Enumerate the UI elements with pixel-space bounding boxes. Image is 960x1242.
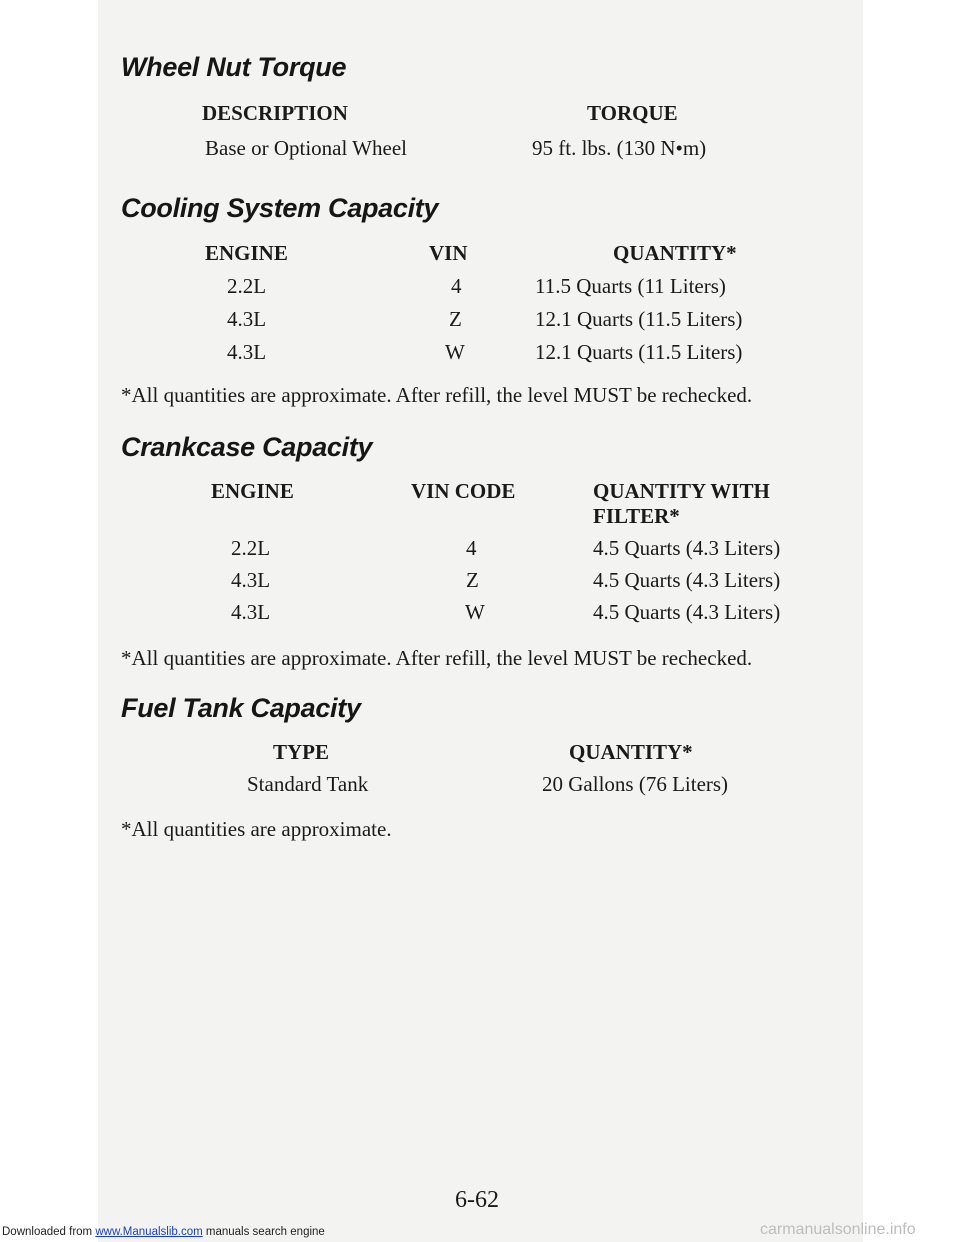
cooling-note: *All quantities are approximate. After refill, the level MUST be rechecked. — [121, 383, 753, 407]
crankcase-cell-vin: W — [465, 600, 485, 624]
crankcase-cell-vin: Z — [466, 568, 479, 592]
cooling-header-vin: VIN — [429, 241, 468, 265]
torque-header-description: DESCRIPTION — [202, 101, 348, 125]
cooling-header-engine: ENGINE — [205, 241, 288, 265]
cooling-cell-vin: W — [445, 340, 465, 364]
cooling-cell-engine: 4.3L — [227, 340, 267, 364]
crankcase-header-vin-code: VIN CODE — [411, 479, 516, 503]
crankcase-note: *All quantities are approximate. After refill, the level MUST be rechecked. — [121, 646, 753, 670]
crankcase-cell-engine: 4.3L — [231, 568, 271, 592]
crankcase-cell-quantity: 4.5 Quarts (4.3 Liters) — [593, 536, 781, 560]
download-footer — [2, 1226, 325, 1238]
fuel-header-quantity: QUANTITY* — [569, 740, 693, 764]
download-footer-prefix: Downloaded from — [2, 1226, 96, 1238]
cooling-cell-engine: 2.2L — [227, 274, 267, 298]
fuel-cell-type: Standard Tank — [247, 772, 369, 796]
cooling-header-quantity: QUANTITY* — [613, 241, 737, 265]
manualslib-link[interactable]: www.Manualslib.com — [95, 1226, 203, 1238]
cooling-cell-vin: Z — [449, 307, 462, 331]
crankcase-cell-engine: 2.2L — [231, 536, 271, 560]
cooling-cell-quantity: 12.1 Quarts (11.5 Liters) — [535, 340, 743, 364]
site-watermark: carmanualsonline.info — [760, 1221, 916, 1238]
cooling-cell-vin: 4 — [451, 274, 462, 298]
cooling-cell-engine: 4.3L — [227, 307, 267, 331]
cooling-cell-quantity: 11.5 Quarts (11 Liters) — [535, 274, 726, 298]
section-title-wheel-nut-torque: Wheel Nut Torque — [121, 52, 347, 82]
torque-cell-value: 95 ft. lbs. (130 N•m) — [532, 136, 707, 160]
fuel-cell-quantity: 20 Gallons (76 Liters) — [542, 772, 729, 796]
crankcase-header-quantity-line2: FILTER* — [593, 504, 680, 528]
section-title-fuel-tank: Fuel Tank Capacity — [121, 693, 361, 723]
fuel-note: *All quantities are approximate. — [121, 817, 392, 841]
crankcase-cell-quantity: 4.5 Quarts (4.3 Liters) — [593, 568, 781, 592]
torque-header-torque: TORQUE — [587, 101, 678, 125]
crankcase-cell-vin: 4 — [466, 536, 477, 560]
download-footer-suffix: manuals search engine — [202, 1226, 325, 1238]
crankcase-cell-quantity: 4.5 Quarts (4.3 Liters) — [593, 600, 781, 624]
page-number: 6-62 — [455, 1187, 499, 1213]
crankcase-header-quantity-line1: QUANTITY WITH — [593, 479, 770, 503]
crankcase-cell-engine: 4.3L — [231, 600, 271, 624]
fuel-header-type: TYPE — [273, 740, 330, 764]
torque-cell-description: Base or Optional Wheel — [205, 136, 407, 160]
cooling-cell-quantity: 12.1 Quarts (11.5 Liters) — [535, 307, 743, 331]
section-title-cooling-system: Cooling System Capacity — [121, 193, 439, 223]
crankcase-header-engine: ENGINE — [211, 479, 294, 503]
section-title-crankcase: Crankcase Capacity — [121, 432, 373, 462]
